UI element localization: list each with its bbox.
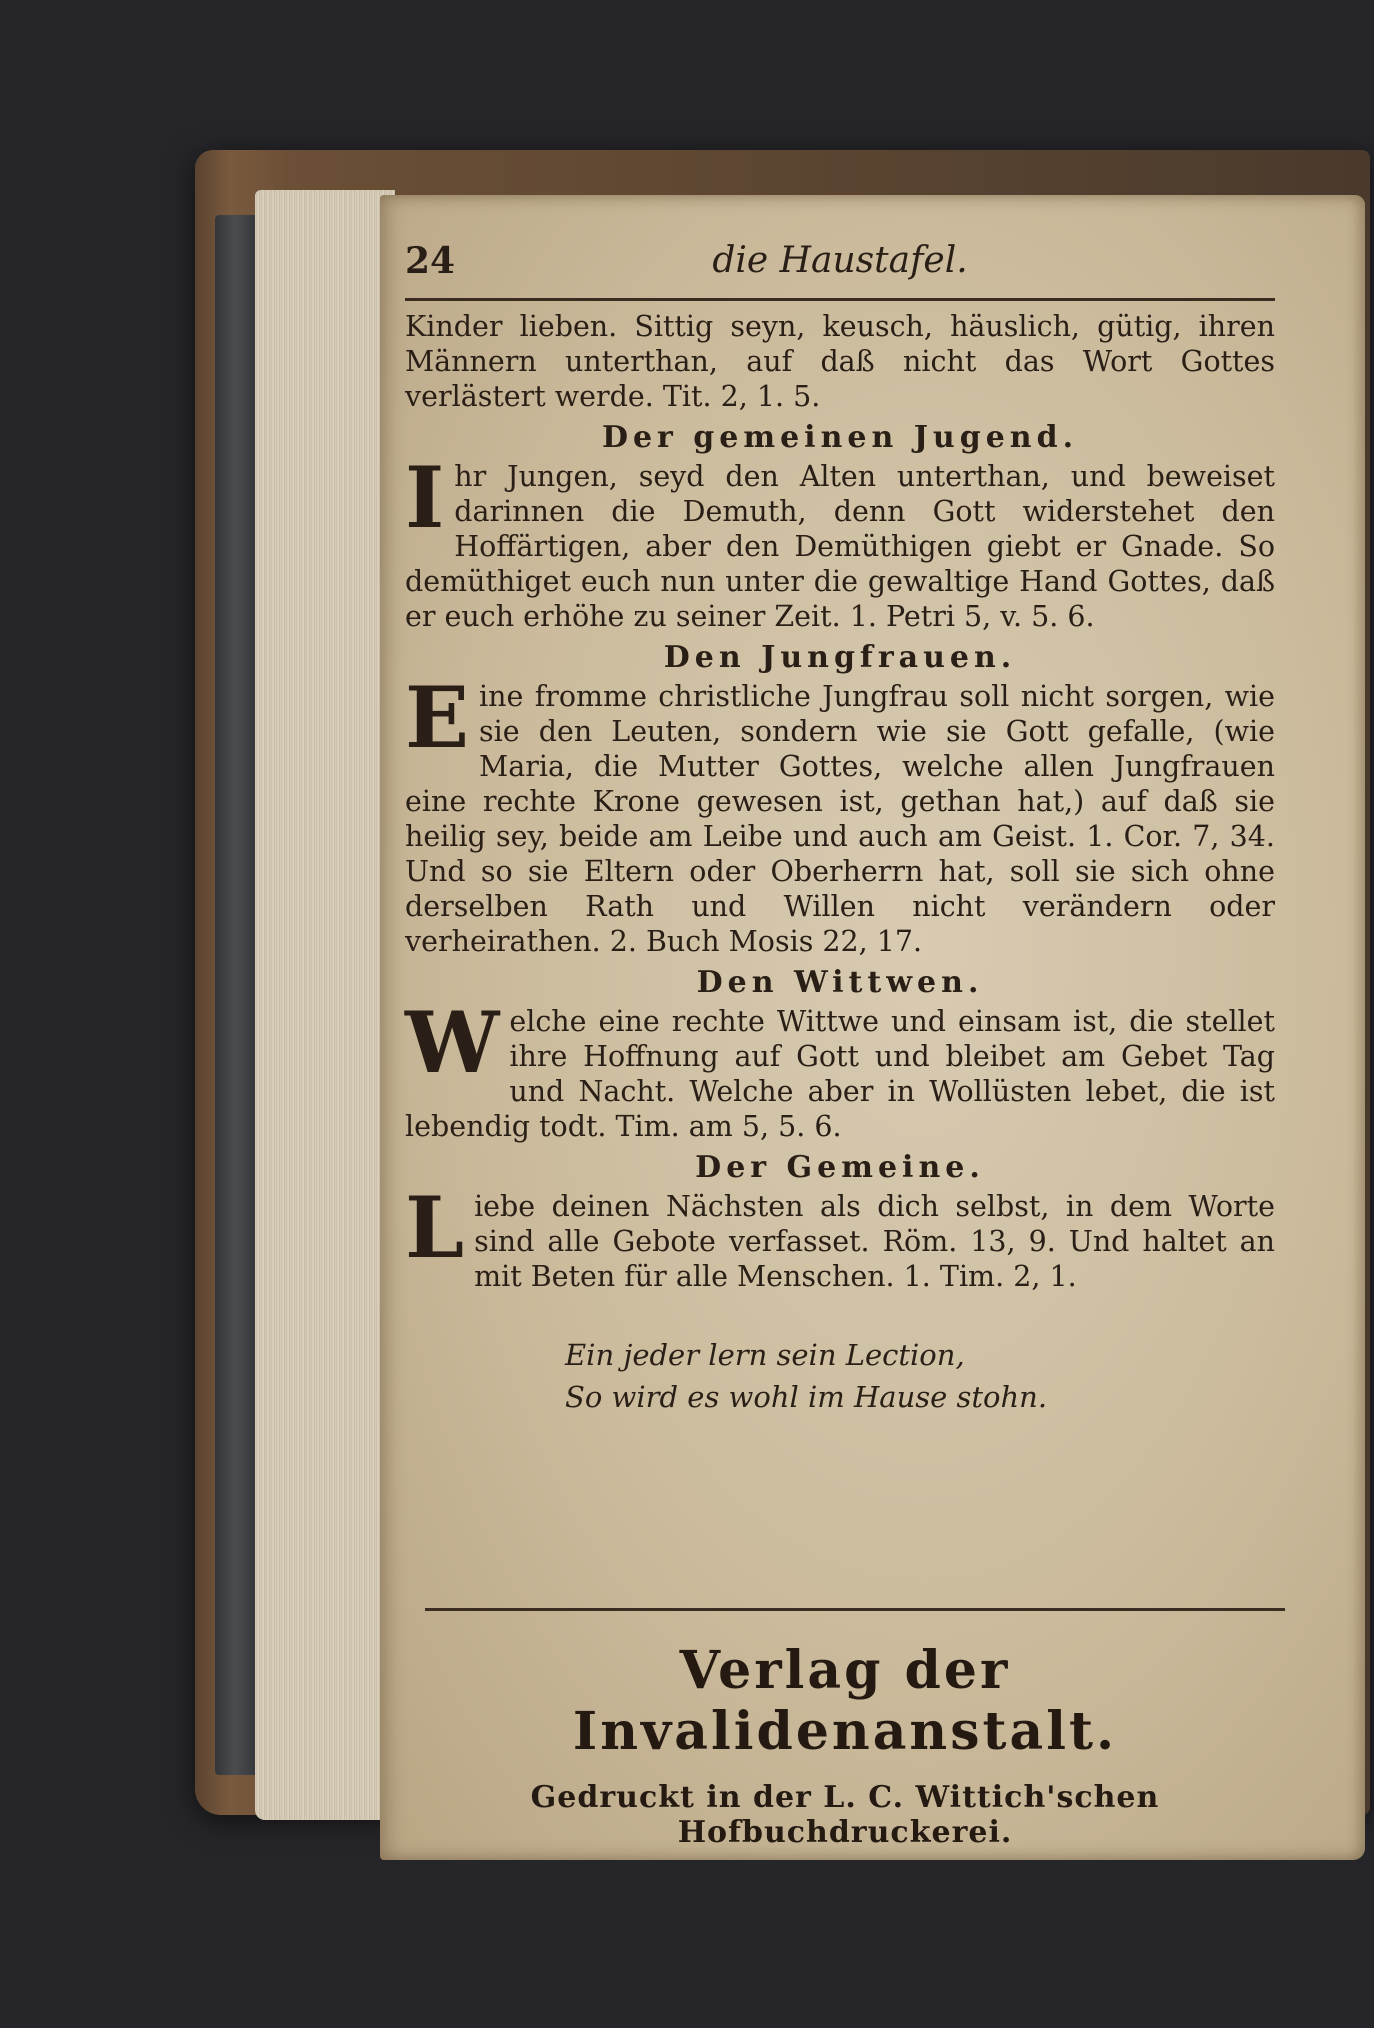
dropcap: W [405,993,500,1092]
section-title-gemeine: Der Gemeine. [695,1150,985,1185]
imprint-divider [425,1608,1285,1611]
page-edges [255,190,395,1820]
printer-line: Gedruckt in der L. C. Wittich'schen Hofbuchdruckerei. [530,1780,1160,1850]
publisher-line: Verlag der Invalidenanstalt. [572,1640,1118,1762]
imprint [405,1640,1285,1850]
dropcap: I [405,448,445,547]
verse-line-1: Ein jeder lern sein Lection, [565,1338,965,1372]
section-title-jugend: Der gemeinen Jugend. [601,420,1079,455]
page-content [405,240,1275,1418]
page-number: 24 [405,240,456,282]
section-body: iebe deinen Nächsten als dich selbst, in dem Worte sind alle Gebote verfasset. Röm. 13, 9. Und haltet an mit Beten für alle Menschen. 1. Tim. 2, 1. [474,1190,1275,1293]
section-text-jugend [405,448,1275,634]
verse-line-2: So wird es wohl im Hause stohn. [565,1380,1048,1414]
section-body: elche eine rechte Wittwe und einsam ist, die stellet ihre Hoffnung auf Gott und bleibet am Gebet Tag und Nacht. Welche aber in Wollüsten lebet, die ist lebendig todt. Tim. am 5, 5. 6. [405,1005,1275,1143]
section-text-gemeine [405,1178,1275,1294]
intro-paragraph: Kinder lieben. Sittig seyn, keusch, häuslich, gütig, ihren Männern unterthan, auf daß nicht das Wort Gottes verlästert werde. Tit. 2, 1. 5. [405,310,1275,413]
section-title-wittwen: Den Wittwen. [696,965,984,1000]
section-text-wittwen [405,993,1275,1144]
section-body: hr Jungen, seyd den Alten unterthan, und beweiset darinnen die Demuth, denn Gott widerstehet den Hoffärtigen, aber den Demüthigen giebt er Gnade. So demüthiget euch nun unter die gewaltige Hand Gottes, daß er euch erhöhe zu seiner Zeit. 1. Petri 5, v. 5. 6. [405,460,1275,633]
section-text-jungfrauen [405,668,1275,959]
page-header [405,240,1275,301]
dropcap: E [405,668,470,767]
section-title-jungfrauen: Den Jungfrauen. [663,640,1017,675]
dropcap: L [405,1178,465,1277]
closing-verse [565,1334,1275,1418]
section-body: ine fromme christliche Jungfrau soll nicht sorgen, wie sie den Leuten, sondern wie sie Gott gefalle, (wie Maria, die Mutter Gottes, welche allen Jungfrauen eine rechte Krone gewesen ist, gethan hat,) auf daß sie heilig sey, beide am Leibe und auch am Geist. 1. Cor. 7, 34. Und so sie Eltern oder Oberherrn hat, soll sie sich ohne derselben Rath und Willen nicht verändern oder verheirathen. 2. Buch Mosis 22, 17. [405,680,1275,958]
running-title: die Haustafel. [712,240,968,281]
